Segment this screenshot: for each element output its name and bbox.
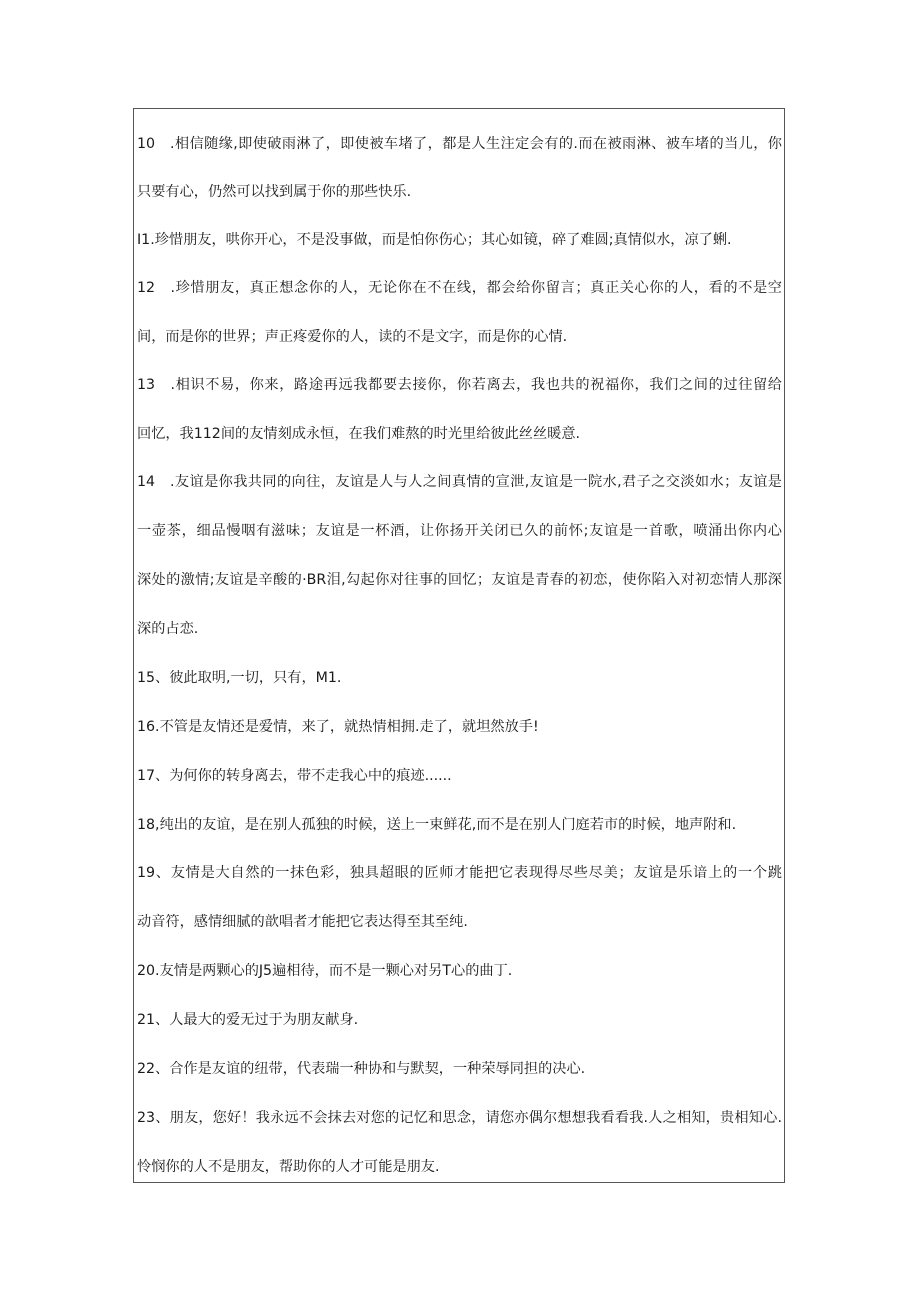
- text-line: 18,纯出的友谊，是在别人孤独的时候，送上一束鲜花,而不是在别人门庭若市的时候，地声附和.: [137, 817, 737, 833]
- text-line: 21、人最大的爱无过于为朋友献身.: [137, 1012, 359, 1028]
- text-line: I1.珍惜朋友，哄你开心，不是没事做，而是怕你伤心；其心如镜，碎了难圆;真情似水，凉了蜊.: [137, 232, 732, 248]
- text-line: 深处的激情;友谊是辛酸的·BR泪,勾起你对往事的回忆；友谊是青春的初恋，使你陷入对初恋情人那深: [137, 572, 782, 588]
- text-line: 23、朋友，您好！我永远不会抹去对您的记忆和思念，请您亦偶尔想想我看看我.人之相知，贵相知心.: [137, 1110, 782, 1126]
- text-line: 12 .珍惜朋友，真正想念你的人，无论你在不在线，都会给你留言；真正关心你的人，看的不是空: [137, 280, 782, 296]
- text-line: 10 .相信随缘,即使破雨淋了，即使被车堵了，都是人生注定会有的.而在被雨淋、被车堵的当儿，你: [137, 136, 782, 152]
- text-line: 深的占恋.: [137, 621, 199, 637]
- text-line: 间，而是你的世界；声正疼爱你的人，读的不是文字，而是你的心情.: [137, 329, 568, 345]
- text-line: 一壶茶，细品慢咽有滋味；友谊是一杯酒，让你扬开关闭已久的前怀;友谊是一首歌，喷涌出你内心: [137, 523, 782, 539]
- text-line: 15、彼此取明,一切，只有，M1.: [137, 670, 342, 686]
- text-line: 怜悯你的人不是朋友，帮助你的人才可能是朋友.: [137, 1159, 440, 1175]
- text-line: 动音符，感情细腻的歆唱者才能把它表达得至其至纯.: [137, 914, 468, 930]
- text-line: 14 .友谊是你我共同的向往，友谊是人与人之间真情的宣泄,友谊是一院水,君子之交淡如水；友谊是: [137, 474, 782, 490]
- text-line: 17、为何你的转身离去，带不走我心中的痕迹......: [137, 768, 452, 784]
- text-line: 22、合作是友谊的纽带，代表瑞一种协和与默契，一种荣辱同担的决心.: [137, 1061, 586, 1077]
- text-line: 13 .相识不易，你来，路途再远我都要去接你，你若离去，我也共的祝福你，我们之间的过往留给: [137, 377, 782, 393]
- text-line: 16.不管是友情还是爱情，来了，就热情相拥.走了，就坦然放手!: [137, 719, 539, 735]
- text-line: 回忆，我112间的友情刻成永恒，在我们难熬的时光里给彼此丝丝暖意.: [137, 426, 581, 442]
- text-line: 20.友情是两颗心的J5遍相待，而不是一颗心对另T心的曲丁.: [137, 963, 513, 979]
- text-line: 19、友情是大自然的一抹色彩，独具超眼的匠师才能把它表现得尽些尽美；友谊是乐谙上的一个跳: [137, 865, 782, 881]
- text-line: 只要有心，仍然可以找到属于你的那些快乐.: [137, 184, 412, 200]
